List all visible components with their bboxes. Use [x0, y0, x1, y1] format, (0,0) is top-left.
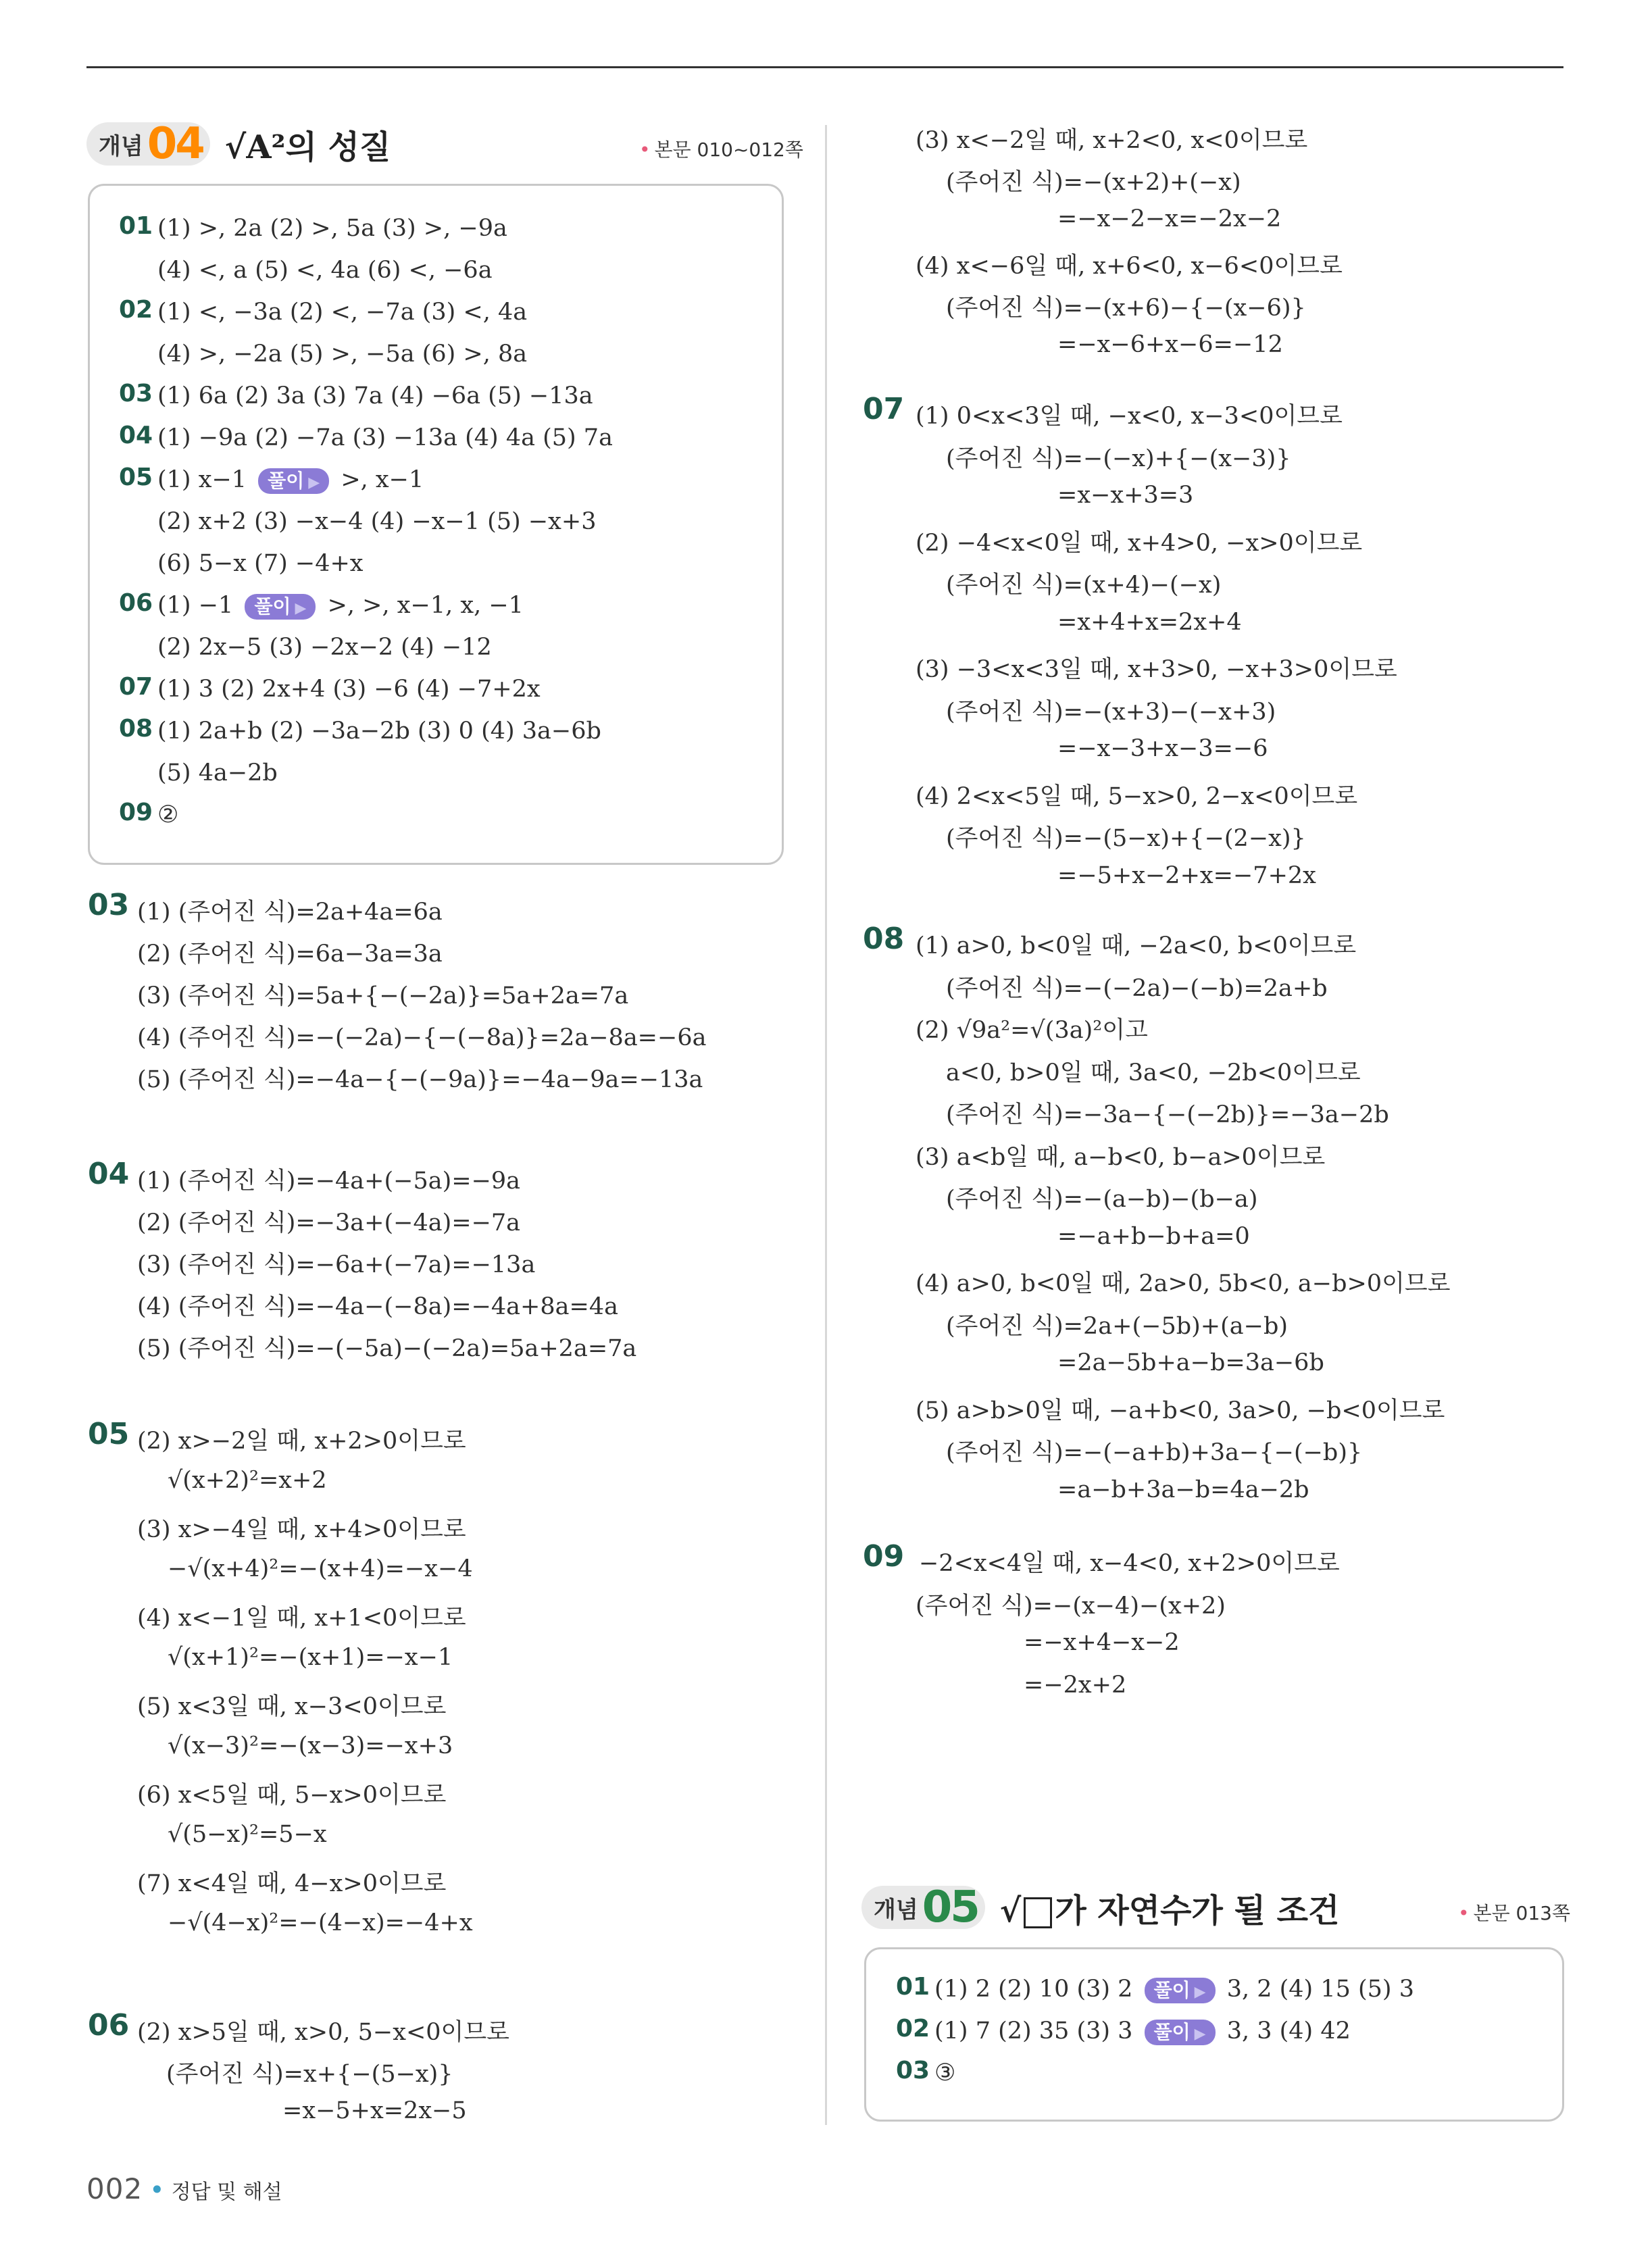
question-number: 05	[119, 464, 153, 491]
answer-text: (2) 2x−5 (3) −2x−2 (4) −12	[157, 634, 492, 661]
question-number: 08	[119, 715, 153, 743]
page-reference: • 본문 010~012쪽	[639, 139, 803, 161]
solution-line: (3) x<−2일 때, x+2<0, x<0이므로	[916, 127, 1308, 154]
solution-line: =−2x+2	[1024, 1671, 1127, 1699]
solution-line: (3) a<b일 때, a−b<0, b−a>0이므로	[916, 1143, 1326, 1171]
solution-badge-label: 풀이	[1153, 1978, 1191, 2001]
solution-line: (4) x<−6일 때, x+6<0, x−6<0이므로	[916, 253, 1343, 280]
solution-badge-label: 풀이	[268, 469, 305, 492]
solution-line: (3) (주어진 식)=−6a+(−7a)=−13a	[137, 1251, 536, 1278]
question-number: 04	[119, 422, 153, 449]
top-rule	[86, 66, 1563, 68]
solution-badge	[245, 594, 316, 620]
solution-line: (2) √9a²=√(3a)²이고	[916, 1017, 1148, 1044]
solution-line: (3) x>−4일 때, x+4>0이므로	[137, 1516, 466, 1543]
concept-label: 개념	[99, 132, 143, 160]
solution-line: (2) (주어진 식)=6a−3a=3a	[137, 941, 443, 968]
question-number: 01	[119, 212, 153, 240]
answer-text: (4) <, a (5) <, 4a (6) <, −6a	[157, 257, 493, 284]
section-04-header	[86, 114, 391, 174]
answer-pre: (1) 2 (2) 10 (3) 2	[934, 1976, 1141, 2003]
concept-number: 05	[922, 1882, 978, 1932]
answer-text: (1) 6a (2) 3a (3) 7a (4) −6a (5) −13a	[157, 382, 593, 409]
answer-line	[157, 759, 278, 786]
answer-text: (1) 3 (2) 2x+4 (3) −6 (4) −7+2x	[157, 676, 541, 703]
solution-line: =−x−6+x−6=−12	[1057, 331, 1283, 358]
solution-line: =x−5+x=2x−5	[282, 2097, 467, 2124]
solution-line: √(x+2)²=x+2	[168, 1466, 327, 1494]
solution-line: √(x−3)²=−(x−3)=−x+3	[168, 1732, 453, 1759]
arrow-right-icon: ▶	[295, 599, 307, 617]
concept-pill	[86, 119, 210, 169]
answer-post: >, >, x−1, x, −1	[320, 592, 524, 619]
solution-line: (주어진 식)=−(x+3)−(−x+3)	[946, 698, 1276, 726]
title-text: 의 성질	[285, 128, 391, 166]
concept-label: 개념	[874, 1896, 918, 1924]
title-text: 가 자연수가 될 조건	[1055, 1891, 1340, 1930]
question-number: 03	[119, 380, 153, 407]
answer-text: (1) 2a+b (2) −3a−2b (3) 0 (4) 3a−6b	[157, 718, 601, 745]
question-number: 01	[896, 1973, 930, 2001]
solution-line: (5) (주어진 식)=−4a−{−(−9a)}=−4a−9a=−13a	[137, 1066, 703, 1093]
solution-badge	[1145, 2020, 1216, 2045]
answer-text: (5) 4a−2b	[157, 759, 278, 786]
question-number: 06	[119, 589, 153, 617]
solution-line: (4) (주어진 식)=−4a−(−8a)=−4a+8a=4a	[137, 1293, 618, 1320]
solution-line: (주어진 식)=2a+(−5b)+(a−b)	[946, 1312, 1288, 1340]
answer-text: (2) x+2 (3) −x−4 (4) −x−1 (5) −x+3	[157, 508, 597, 535]
page-number: 002	[86, 2172, 143, 2205]
answer-line	[157, 382, 593, 409]
answer-line	[157, 592, 524, 620]
question-number: 09	[119, 799, 153, 826]
answer-text: (1) <, −3a (2) <, −7a (3) <, 4a	[157, 299, 528, 326]
solution-line: (4) 2<x<5일 때, 5−x>0, 2−x<0이므로	[916, 782, 1358, 810]
solution-line: (주어진 식)=−3a−{−(−2b)}=−3a−2b	[946, 1101, 1389, 1128]
answer-post: >, x−1	[333, 466, 424, 493]
answer-pre: (1) x−1	[157, 466, 255, 493]
question-number: 02	[896, 2015, 930, 2043]
solution-line: (5) a>b>0일 때, −a+b<0, 3a>0, −b<0이므로	[916, 1397, 1445, 1424]
solution-line: =a−b+3a−b=4a−2b	[1057, 1476, 1309, 1503]
question-number: 02	[119, 296, 153, 324]
concept-pill	[861, 1882, 985, 1932]
answer-line	[157, 424, 613, 451]
solution-line: =−x−2−x=−2x−2	[1057, 205, 1282, 232]
solution-line: (2) (주어진 식)=−3a+(−4a)=−7a	[137, 1209, 521, 1236]
section-05-header	[861, 1877, 1339, 1938]
page-footer: 002 • 정답 및 해설	[86, 2172, 282, 2205]
section-title	[1000, 1884, 1340, 1931]
solution-line: =−x−3+x−3=−6	[1057, 735, 1268, 762]
answer-post: 3, 3 (4) 42	[1219, 2018, 1351, 2045]
arrow-right-icon: ▶	[1194, 1983, 1206, 2001]
solution-line: −√(4−x)²=−(4−x)=−4+x	[168, 1909, 473, 1936]
solution-line: −√(x+4)²=−(x+4)=−x−4	[168, 1555, 473, 1582]
solution-line: (주어진 식)=−(−a+b)+3a−{−(−b)}	[946, 1439, 1363, 1466]
arrow-right-icon: ▶	[1194, 2025, 1206, 2043]
answer-line	[157, 634, 492, 661]
solution-line: =−a+b−b+a=0	[1057, 1222, 1250, 1250]
question-number: 08	[863, 922, 905, 956]
question-number: 03	[896, 2057, 930, 2084]
title-math: √A²	[224, 128, 286, 166]
solution-line: (주어진 식)=−(x+2)+(−x)	[946, 169, 1241, 196]
solution-line: (1) (주어진 식)=2a+4a=6a	[137, 899, 443, 926]
solution-line: (3) −3<x<3일 때, x+3>0, −x+3>0이므로	[916, 656, 1397, 683]
footer-label: 정답 및 해설	[171, 2180, 282, 2204]
solution-line: (3) (주어진 식)=5a+{−(−2a)}=5a+2a=7a	[137, 982, 629, 1009]
solution-line: (주어진 식)=(x+4)−(−x)	[946, 572, 1222, 599]
answer-pre: (1) −1	[157, 592, 241, 619]
answer-post: 3, 2 (4) 15 (5) 3	[1219, 1976, 1414, 2003]
solution-line: =−5+x−2+x=−7+2x	[1057, 861, 1316, 889]
arrow-right-icon: ▶	[308, 474, 320, 491]
answer-text: ③	[934, 2059, 956, 2086]
answer-line	[157, 676, 541, 703]
solution-line: =−x+4−x−2	[1024, 1629, 1180, 1656]
page-reference: • 본문 013쪽	[1458, 1902, 1571, 1924]
solution-line: (2) −4<x<0일 때, x+4>0, −x>0이므로	[916, 529, 1363, 557]
question-number: 09	[863, 1539, 905, 1574]
answer-line	[157, 718, 601, 745]
solution-line: (주어진 식)=x+{−(5−x)}	[166, 2061, 453, 2088]
concept-number: 04	[147, 119, 203, 169]
solution-line: a<0, b>0일 때, 3a<0, −2b<0이므로	[946, 1059, 1361, 1086]
answer-line	[934, 1976, 1414, 2003]
answer-line	[934, 2059, 955, 2086]
solution-line: (4) x<−1일 때, x+1<0이므로	[137, 1605, 466, 1632]
solution-line: (1) a>0, b<0일 때, −2a<0, b<0이므로	[916, 932, 1357, 959]
solution-badge	[1145, 1978, 1216, 2003]
solution-line: (주어진 식)=−(a−b)−(b−a)	[946, 1186, 1258, 1213]
answer-line	[157, 299, 527, 326]
answer-line	[157, 508, 597, 535]
solution-line: (주어진 식)=−(x+6)−{−(x−6)}	[946, 295, 1306, 322]
solution-line: (주어진 식)=−(−x)+{−(x−3)}	[946, 445, 1291, 472]
sqrt-box-icon: √	[1000, 1892, 1055, 1930]
solution-line: −2<x<4일 때, x−4<0, x+2>0이므로	[919, 1550, 1340, 1577]
answer-line	[157, 550, 364, 577]
solution-line: (주어진 식)=−(x−4)−(x+2)	[916, 1592, 1226, 1620]
solution-line: (4) a>0, b<0일 때, 2a>0, 5b<0, a−b>0이므로	[916, 1270, 1451, 1297]
solution-badge-label: 풀이	[254, 595, 291, 618]
answer-line	[157, 801, 178, 828]
solution-line: (6) x<5일 때, 5−x>0이므로	[137, 1782, 447, 1809]
solution-line: (7) x<4일 때, 4−x>0이므로	[137, 1870, 447, 1897]
answer-line	[157, 466, 424, 494]
question-number: 04	[88, 1157, 130, 1191]
question-number: 06	[88, 2008, 130, 2043]
solution-line: (5) x<3일 때, x−3<0이므로	[137, 1693, 447, 1720]
answer-line	[157, 215, 507, 242]
answer-line	[934, 2018, 1351, 2045]
solution-line: √(x+1)²=−(x+1)=−x−1	[168, 1643, 453, 1671]
solution-line: (주어진 식)=−(5−x)+{−(2−x)}	[946, 825, 1306, 852]
answer-text: (1) −9a (2) −7a (3) −13a (4) 4a (5) 7a	[157, 424, 613, 451]
solution-line: (5) (주어진 식)=−(−5a)−(−2a)=5a+2a=7a	[137, 1335, 637, 1362]
solution-line: =x+4+x=2x+4	[1057, 608, 1242, 636]
answer-text: ②	[157, 801, 179, 828]
question-number: 07	[863, 392, 905, 426]
question-number: 03	[88, 888, 130, 922]
question-number: 07	[119, 673, 153, 701]
solution-line: (1) (주어진 식)=−4a+(−5a)=−9a	[137, 1168, 521, 1195]
answer-text: (6) 5−x (7) −4+x	[157, 550, 364, 577]
solution-badge-label: 풀이	[1153, 2020, 1191, 2043]
solution-line: (2) x>5일 때, x>0, 5−x<0이므로	[137, 2019, 509, 2046]
solution-line: (주어진 식)=−(−2a)−(−b)=2a+b	[946, 974, 1328, 1002]
solution-line: =2a−5b+a−b=3a−6b	[1057, 1349, 1324, 1376]
answer-line	[157, 341, 527, 368]
answer-text: (4) >, −2a (5) >, −5a (6) >, 8a	[157, 341, 528, 368]
column-divider	[825, 125, 827, 2125]
solution-line: =x−x+3=3	[1057, 482, 1194, 509]
solution-line: (2) x>−2일 때, x+2>0이므로	[137, 1428, 466, 1455]
question-number: 05	[88, 1417, 130, 1451]
solution-badge	[258, 468, 329, 494]
solution-line: (1) 0<x<3일 때, −x<0, x−3<0이므로	[916, 403, 1343, 430]
answer-line	[157, 257, 493, 284]
answer-text: (1) >, 2a (2) >, 5a (3) >, −9a	[157, 215, 507, 242]
solution-line: √(5−x)²=5−x	[168, 1820, 327, 1848]
solution-line: (4) (주어진 식)=−(−2a)−{−(−8a)}=2a−8a=−6a	[137, 1024, 707, 1051]
answer-pre: (1) 7 (2) 35 (3) 3	[934, 2018, 1141, 2045]
section-title	[225, 121, 391, 168]
